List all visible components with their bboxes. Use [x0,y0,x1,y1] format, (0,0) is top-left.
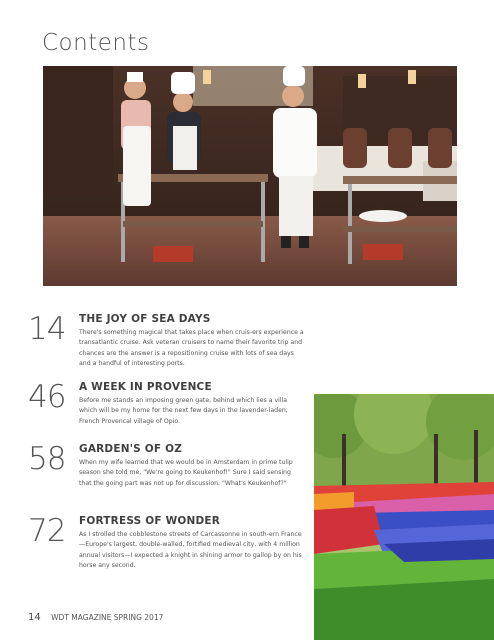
page-footer [28,612,163,623]
cooking-demo-photo [43,66,457,286]
page-title: Contents [42,30,150,56]
entry-page-number: 72 [28,513,66,549]
footer-page-number: 14 [28,612,41,623]
entry-page-number: 58 [28,441,66,477]
entry-title[interactable]: A WEEK IN PROVENCE [79,381,212,393]
entry-summary: As I strolled the cobblestone streets of Carcassonne in south-ern France—Europe's largest, double-walled, fortified medieval city, with 4 million annual visitors—I expected a knight in shining armor to gallop by on his horse any second. [79,531,302,570]
entry-summary: There's something magical that takes place when cruis-ers experience a transatlantic cruise. Ask veteran cruisers to name their favorite trip and chances are the answer is a repositioning cruise with lots of sea days and a handful of interesting ports. [79,329,304,368]
footer-publication: WDT MAGAZINE SPRING 2017 [51,613,164,622]
entry-title[interactable]: FORTRESS OF WONDER [79,515,221,527]
tulip-garden-photo [314,394,494,640]
entry-summary: When my wife learned that we would be in Amsterdam in prime tulip season she told me, "We're going to Keukenhof!" Sure I said sensing that the going part was not up for discussion. "What's Keukenhof?" [79,459,293,487]
entry-page-number: 46 [28,379,66,415]
entry-title[interactable]: GARDEN'S OF OZ [79,443,183,455]
entry-page-number: 14 [28,311,66,347]
entry-summary: Before me stands an imposing green gate, behind which lies a villa which will be my home for the next few days in the lavender-laden, French Provencal village of Opio. [79,397,288,425]
entry-title[interactable]: THE JOY OF SEA DAYS [79,313,211,325]
